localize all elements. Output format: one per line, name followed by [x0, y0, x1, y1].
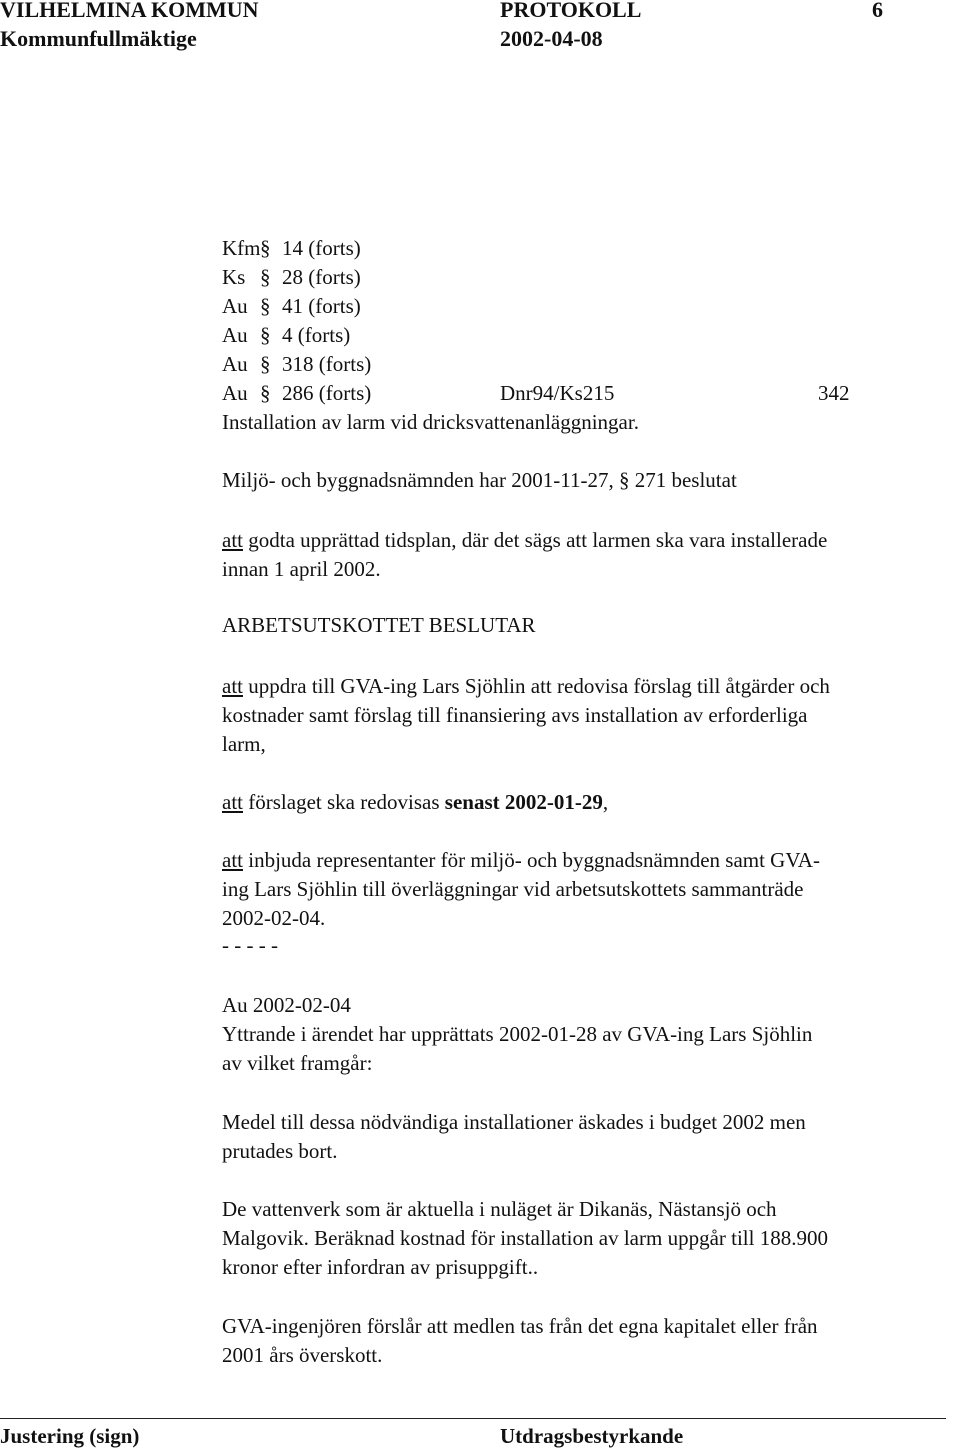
reference-row	[222, 294, 361, 323]
reference-row	[222, 381, 371, 410]
diary-number: Dnr94/Ks215	[500, 381, 615, 405]
page-number: 6	[872, 0, 883, 22]
section-sign: §	[260, 381, 271, 405]
reference-row	[222, 323, 350, 352]
intro-text: Miljö- och byggnadsnämnden har 2001-11-27, § 271 beslutat	[222, 468, 737, 492]
deadline-text: senast 2002-01-29	[444, 790, 603, 814]
footer-rule	[0, 1418, 946, 1419]
au-section	[222, 991, 960, 1078]
body-line: Medel till dessa nödvändiga installationer äskades i budget 2002 men	[222, 1110, 806, 1134]
reference-type: Au	[222, 323, 248, 347]
body-line: kronor efter infordran av prisuppgift..	[222, 1255, 539, 1279]
clause-line: 2002-02-04.	[222, 906, 326, 930]
reference-row	[222, 265, 361, 294]
clause-paragraph	[222, 672, 960, 759]
clause-paragraph	[222, 788, 960, 817]
reference-type: Au	[222, 352, 248, 376]
section-sign: §	[260, 294, 271, 318]
footer-signature-label: Justering (sign)	[0, 1424, 140, 1448]
clause-suffix: ,	[602, 790, 609, 814]
document-type: PROTOKOLL	[500, 0, 642, 22]
clause-text: förslaget ska redovisas	[243, 790, 445, 814]
section-sign: §	[260, 265, 271, 289]
att-keyword: att	[222, 528, 243, 552]
decision-line: godta upprättad tidsplan, där det sägs att larmen ska vara installerade	[243, 528, 828, 552]
meeting-date: 2002-04-08	[500, 26, 603, 51]
paragraph-number: 342	[818, 381, 850, 405]
reference-type: Au	[222, 381, 248, 405]
att-keyword: att	[222, 674, 243, 698]
subject-title: Installation av larm vid dricksvattenanläggningar.	[222, 410, 639, 434]
att-keyword: att	[222, 790, 243, 814]
reference-number: 318 (forts)	[282, 352, 372, 376]
body-line: GVA-ingenjören förslår att medlen tas från det egna kapitalet eller från	[222, 1314, 818, 1338]
clause-line: uppdra till GVA-ing Lars Sjöhlin att redovisa förslag till åtgärder och	[243, 674, 830, 698]
clause-paragraph	[222, 846, 960, 933]
reference-type: Au	[222, 294, 248, 318]
body-line: Malgovik. Beräknad kostnad för installation av larm uppgår till 188.900	[222, 1226, 828, 1250]
reference-type: Ks	[222, 265, 246, 289]
reference-type: Kfm	[222, 236, 261, 260]
clause-line: ing Lars Sjöhlin till överläggningar vid arbetsutskottets sammanträde	[222, 877, 804, 901]
decision-line: innan 1 april 2002.	[222, 557, 381, 581]
reference-number: 14 (forts)	[282, 236, 361, 260]
footer-certification-label: Utdragsbestyrkande	[500, 1424, 684, 1448]
reference-number: 286 (forts)	[282, 381, 372, 405]
reference-row	[222, 352, 371, 381]
au-title: Au 2002-02-04	[222, 993, 351, 1017]
clause-line: larm,	[222, 732, 266, 756]
body-line: 2001 års överskott.	[222, 1343, 383, 1367]
reference-number: 4 (forts)	[282, 323, 351, 347]
separator-dashes: - - - - -	[222, 933, 278, 957]
section-heading: ARBETSUTSKOTTET BESLUTAR	[222, 613, 536, 637]
clause-line: inbjuda representanter för miljö- och byggnadsnämnden samt GVA-	[243, 848, 820, 872]
reference-row	[222, 236, 361, 265]
decision-paragraph	[222, 526, 960, 584]
budget-paragraph	[222, 1108, 960, 1166]
att-keyword: att	[222, 848, 243, 872]
waterworks-paragraph	[222, 1195, 960, 1282]
au-line: av vilket framgår:	[222, 1051, 373, 1075]
body-line: prutades bort.	[222, 1139, 338, 1163]
council-name: Kommunfullmäktige	[0, 26, 197, 51]
au-line: Yttrande i ärendet har upprättats 2002-01-28 av GVA-ing Lars Sjöhlin	[222, 1022, 813, 1046]
reference-number: 41 (forts)	[282, 294, 361, 318]
proposal-paragraph	[222, 1312, 960, 1370]
reference-number: 28 (forts)	[282, 265, 361, 289]
section-sign: §	[260, 352, 271, 376]
body-line: De vattenverk som är aktuella i nuläget är Dikanäs, Nästansjö och	[222, 1197, 777, 1221]
clause-line: kostnader samt förslag till finansiering avs installation av erforderliga	[222, 703, 808, 727]
section-sign: §	[260, 323, 271, 347]
section-sign: §	[260, 236, 271, 260]
municipality-name: VILHELMINA KOMMUN	[0, 0, 259, 22]
